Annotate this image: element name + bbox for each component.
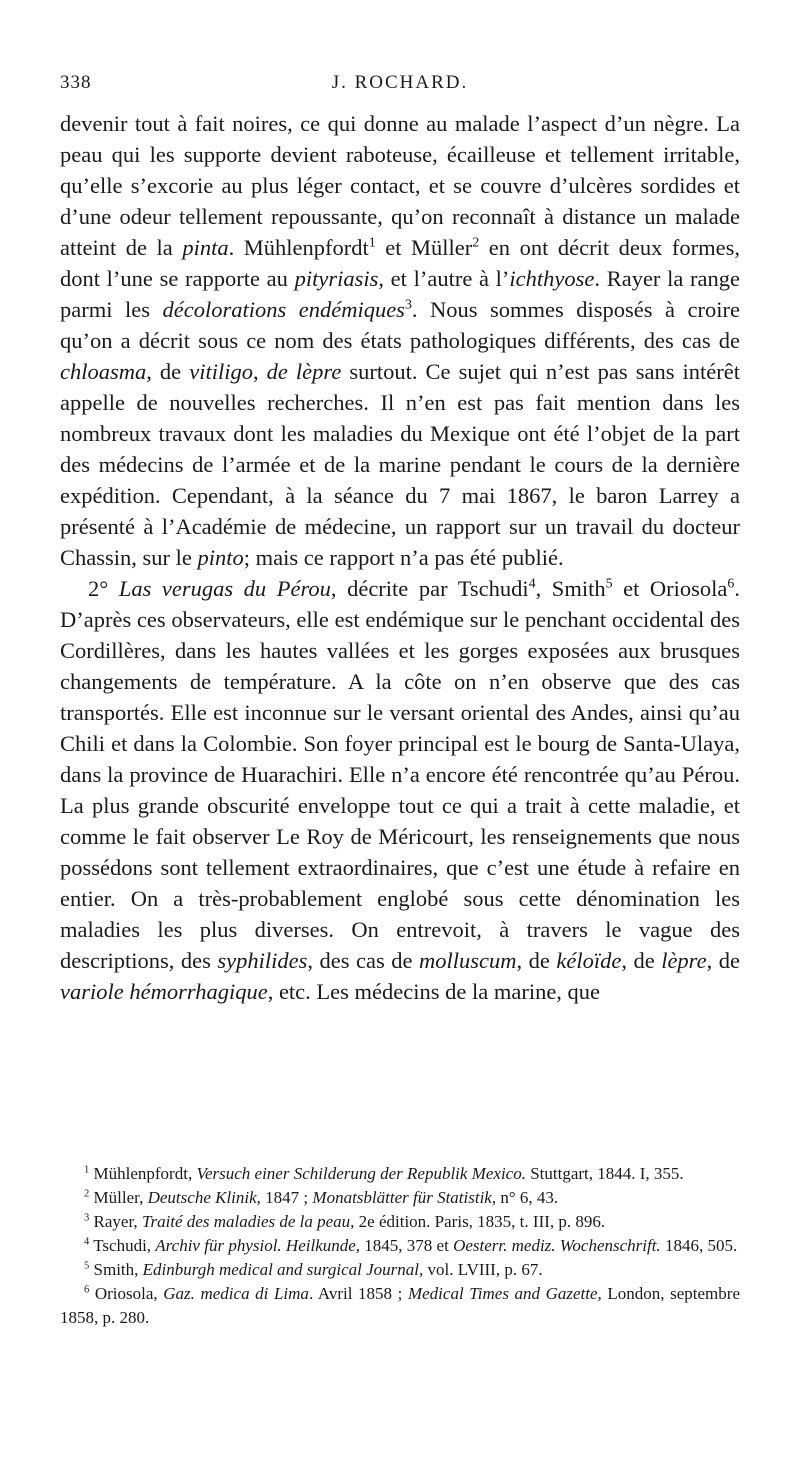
text-run: 2° bbox=[88, 576, 119, 601]
text-run: . Rayer la range parmi les bbox=[60, 266, 740, 322]
main-text bbox=[60, 108, 740, 1007]
paragraph-pinta bbox=[60, 108, 740, 573]
text-run: en ont décrit deux formes, dont l’une se rapporte au bbox=[60, 235, 741, 291]
text-run: , Smith bbox=[535, 576, 606, 601]
text-run: vol. LVIII, p. 67. bbox=[423, 1260, 543, 1279]
footnote-ref: 2 bbox=[84, 1188, 90, 1200]
italic-text: syphilides bbox=[217, 948, 308, 973]
text-run: Oriosola, bbox=[89, 1284, 164, 1303]
footnote-ref: 3 bbox=[404, 297, 412, 313]
text-run: , de bbox=[146, 359, 190, 384]
text-run: et Oriosola bbox=[612, 576, 728, 601]
italic-text: Versuch einer Schilderung der Republik Mexico. bbox=[196, 1164, 526, 1183]
italic-text: Archiv für physiol. Heilkunde, bbox=[155, 1236, 361, 1255]
text-run: . D’après ces observateurs, elle est endémique sur le penchant occidental des Cordillères, dans les hautes vallées et les gorges exposées aux brusques changements de température. A la côte on n’en observe que des cas transportés. Elle est inconnue sur le versant oriental des Andes, ainsi qu’au Chili et dans la Colombie. Son foyer principal est le bourg de Santa-Ulaya, dans la province de Huarachiri. Elle n’a encore été rencontrée qu’au Pérou. La plus grande obscurité enveloppe tout ce qui a trait à cette maladie, et comme le fait observer Le Roy de Méricourt, les renseignements que nous possédons sont tellement extraordinaires, que c’est une étude à refaire en entier. On a très-probablement englobé sous cette dénomination les maladies les plus diverses. On entrevoit, à travers le vague des descriptions, des bbox=[60, 576, 740, 973]
footnote-ref: 6 bbox=[84, 1284, 90, 1296]
page-number: 338 bbox=[60, 72, 92, 93]
footnotes bbox=[60, 1162, 740, 1330]
footnote-1 bbox=[60, 1162, 740, 1186]
text-run: Smith, bbox=[89, 1260, 143, 1279]
text-run: , décrite par Tschudi bbox=[330, 576, 529, 601]
text-run: Stuttgart, 1844. I, 355. bbox=[525, 1164, 684, 1183]
footnote-ref: 5 bbox=[605, 576, 613, 592]
text-run: et Müller bbox=[375, 235, 473, 260]
text-run: Rayer, bbox=[89, 1212, 142, 1231]
text-run: , des cas de bbox=[307, 948, 419, 973]
text-run: , de bbox=[706, 948, 740, 973]
italic-text: kéloïde bbox=[556, 948, 622, 973]
text-run: , de bbox=[516, 948, 557, 973]
italic-text: ichthyose bbox=[509, 266, 595, 291]
page-header bbox=[60, 72, 740, 98]
footnote-ref: 5 bbox=[84, 1260, 90, 1272]
italic-text: Monatsblätter für Statistik, bbox=[312, 1188, 497, 1207]
italic-text: molluscum bbox=[418, 948, 517, 973]
italic-text: pityriasis bbox=[294, 266, 379, 291]
footnote-ref: 1 bbox=[84, 1164, 90, 1176]
paragraph-verugas bbox=[60, 573, 740, 1007]
text-run: devenir tout à fait noires, ce qui donne au malade l’aspect d’un nègre. La peau qui les supporte devient raboteuse, écailleuse et tellement irritable, qu’elle s’excorie au plus léger contact, et se couvre d’ulcères sordides et d’une odeur tellement repoussante, qu’on reconnaît à distance un malade atteint de la bbox=[60, 111, 740, 260]
footnote-ref: 2 bbox=[472, 235, 480, 251]
text-run: , de bbox=[621, 948, 662, 973]
italic-text: Edinburgh medical and surgical Journal, bbox=[142, 1260, 424, 1279]
running-head: J. ROCHARD. bbox=[331, 72, 469, 93]
italic-text: Deutsche Klinik, bbox=[147, 1188, 261, 1207]
text-run: . Avril 1858 ; bbox=[308, 1284, 408, 1303]
footnote-2 bbox=[60, 1186, 740, 1210]
italic-text: Las verugas du Pérou bbox=[118, 576, 331, 601]
footnote-ref: 3 bbox=[84, 1212, 90, 1224]
italic-text: lèpre bbox=[661, 948, 707, 973]
footnote-6 bbox=[60, 1282, 740, 1330]
italic-text: vitiligo bbox=[189, 359, 253, 384]
italic-text: Traité des maladies de la peau, bbox=[141, 1212, 355, 1231]
text-run: . Nous sommes disposés à croire qu’on a décrit sous ce nom des états pathologiques différents, des cas de bbox=[60, 297, 740, 353]
italic-text: Gaz. medica di Lima bbox=[163, 1284, 309, 1303]
italic-text: pinta bbox=[182, 235, 229, 260]
text-run: n° 6, 43. bbox=[496, 1188, 559, 1207]
text-run: Tschudi, bbox=[89, 1236, 156, 1255]
text-run: Mühlenpfordt, bbox=[89, 1164, 197, 1183]
text-run: 2e édition. Paris, 1835, t. III, p. 896. bbox=[354, 1212, 606, 1231]
footnote-ref: 1 bbox=[368, 235, 376, 251]
italic-text: Oesterr. mediz. Wochenschrift. bbox=[453, 1236, 661, 1255]
footnote-3 bbox=[60, 1210, 740, 1234]
italic-text: pinto bbox=[197, 545, 244, 570]
italic-text: variole hémorrhagique bbox=[60, 979, 268, 1004]
text-run: , etc. Les médecins de la marine, que bbox=[267, 979, 601, 1004]
italic-text: Medical Times and Gazette, bbox=[407, 1284, 602, 1303]
text-run: Müller, bbox=[89, 1188, 148, 1207]
footnote-ref: 6 bbox=[727, 576, 735, 592]
text-run: surtout. Ce sujet qui n’est pas sans intérêt appelle de nouvelles recherches. Il n’en est pas fait mention dans les nombreux travaux dont les maladies du Mexique ont été l’objet de la part des médecins de l’armée et de la marine pendant le cours de la dernière expédition. Cependant, à la séance du 7 mai 1867, le baron Larrey a présenté à l’Académie de médecine, un rapport sur un travail du docteur Chassin, sur le bbox=[60, 359, 740, 570]
footnote-4 bbox=[60, 1234, 740, 1258]
text-run: 1845, 378 et bbox=[360, 1236, 454, 1255]
text-run: London, septembre 1858, p. 280. bbox=[60, 1284, 740, 1327]
italic-text: décolorations endémiques bbox=[162, 297, 405, 322]
footnote-5 bbox=[60, 1258, 740, 1282]
text-run: . Mühlenpfordt bbox=[228, 235, 369, 260]
text-run: , et l’autre à l’ bbox=[378, 266, 510, 291]
text-run: 1847 ; bbox=[260, 1188, 313, 1207]
italic-text: de lèpre bbox=[266, 359, 342, 384]
text-run: 1846, 505. bbox=[660, 1236, 738, 1255]
footnote-ref: 4 bbox=[528, 576, 536, 592]
footnote-ref: 4 bbox=[84, 1236, 90, 1248]
text-run: ; mais ce rapport n’a pas été publié. bbox=[243, 545, 564, 570]
text-run: , bbox=[252, 359, 267, 384]
italic-text: chloasma bbox=[60, 359, 147, 384]
